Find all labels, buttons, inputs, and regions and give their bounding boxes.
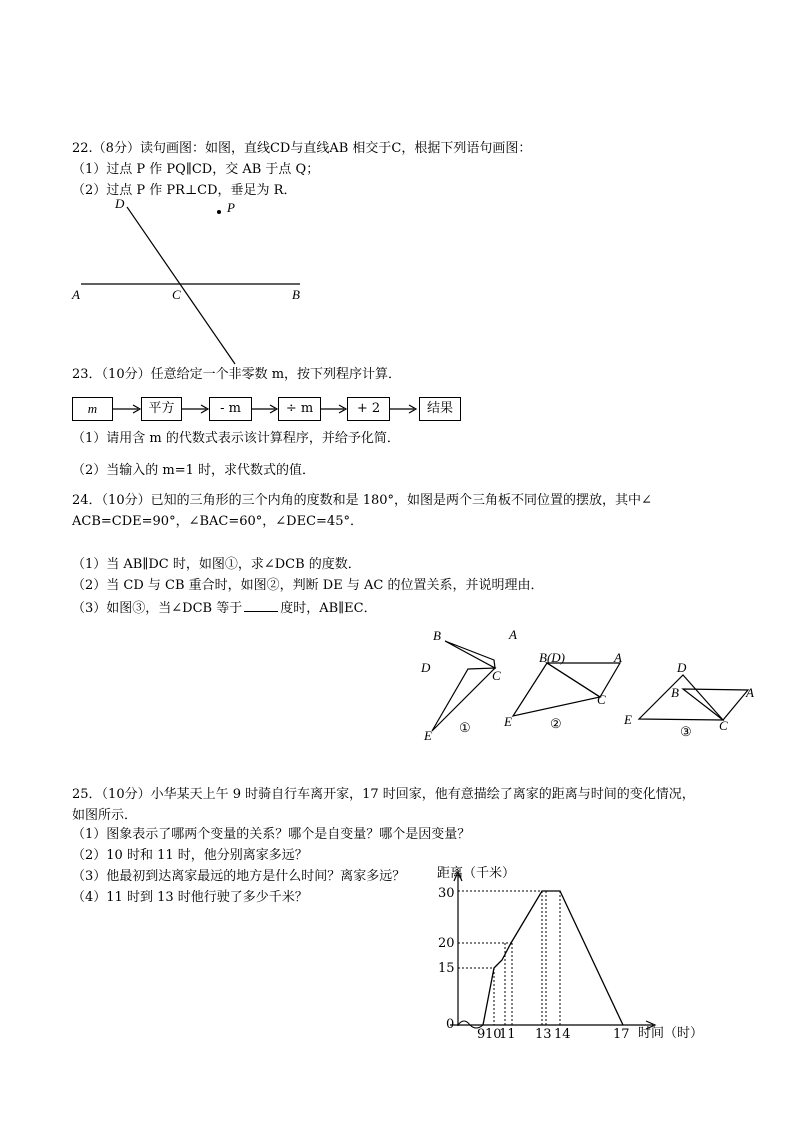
label-c: C — [172, 287, 181, 302]
q23-part1: （1）请用含 m 的代数式表示该计算程序，并给予化简． — [72, 431, 400, 446]
label-a: A — [72, 287, 80, 302]
figure-3 — [639, 675, 748, 720]
q24-title: 24．（10分）已知的三角形的三个内角的度数和是 180°，如图是两个三角板不同位置的摆放，其中∠ — [72, 493, 652, 508]
q22-part1: （1）过点 P 作 PQ∥CD，交 AB 于点 Q； — [72, 162, 320, 177]
chart-ylabel: 距离（千米） — [437, 866, 516, 881]
flow-box-minus-m: - m — [209, 397, 252, 421]
fig1-number: ① — [459, 721, 471, 736]
y-tick-0: 0 — [446, 1017, 455, 1032]
fig1-a: A — [509, 627, 517, 642]
fig1-b: B — [433, 628, 441, 643]
fig2-bd: B(D) — [539, 650, 565, 665]
q23-title: 23．（10分）任意给定一个非零数 m，按下列程序计算． — [72, 367, 402, 382]
fig3-a: A — [746, 685, 754, 700]
fig3-e: E — [624, 712, 632, 727]
label-d: D — [115, 196, 125, 211]
fig2-e: E — [504, 714, 512, 729]
x-tick-9: 9 — [477, 1027, 486, 1042]
x-tick-11: 11 — [499, 1027, 516, 1042]
label-b: B — [292, 287, 300, 302]
fig3-number: ③ — [680, 725, 692, 740]
x-tick-14: 14 — [554, 1027, 571, 1042]
q24-part3: （3）如图③，当∠DCB 等于 度时，AB∥EC． — [72, 598, 377, 618]
fig1-d: D — [421, 660, 431, 675]
fig3-c: C — [719, 718, 728, 733]
fig3-d: D — [677, 660, 687, 675]
flow-box-divide-m: ÷ m — [278, 397, 321, 421]
fig1-e: E — [424, 728, 432, 743]
flow-box-square: 平方 — [141, 397, 182, 421]
chart-xlabel: 时间（时） — [638, 1026, 704, 1041]
distance-time-chart — [450, 872, 655, 1029]
fig1-c: C — [492, 668, 501, 683]
q25-part3: （3）他最初到达离家最远的地方是什么时间？离家多远？ — [72, 869, 406, 884]
line-cd — [127, 207, 235, 364]
x-tick-10: 10 — [485, 1027, 502, 1042]
q24-part1: （1）当 AB∥DC 时，如图①，求∠DCB 的度数． — [72, 557, 361, 572]
figure-1 — [432, 641, 495, 731]
flow-box-result: 结果 — [419, 397, 461, 421]
x-tick-17: 17 — [613, 1027, 630, 1042]
q22-part2: （2）过点 P 作 PR⊥CD，垂足为 R． — [72, 183, 297, 198]
flow-box-input: m — [72, 397, 113, 421]
y-tick-15: 15 — [438, 961, 455, 976]
x-tick-13: 13 — [535, 1027, 552, 1042]
fig2-a: A — [614, 650, 622, 665]
fig2-c: C — [597, 692, 606, 707]
q22-title: 22.（8分）读句画图：如图，直线CD与直线AB 相交于C，根据下列语句画图： — [72, 141, 532, 156]
q25-title-cont: 如图所示． — [72, 808, 138, 823]
fig3-b: B — [671, 685, 679, 700]
q25-title: 25．（10分）小华某天上午 9 时骑自行车离开家，17 时回家，他有意描绘了离家的距离与时间的变化情况， — [72, 787, 695, 802]
q25-part2: （2）10 时和 11 时，他分别离家多远？ — [72, 848, 308, 863]
y-tick-30: 30 — [438, 886, 455, 901]
q23-part2: （2）当输入的 m=1 时，求代数式的值． — [72, 463, 316, 478]
y-tick-20: 20 — [438, 936, 455, 951]
series-line — [483, 891, 623, 1025]
q25-part4: （4）11 时到 13 时他行驶了多少千米？ — [72, 890, 308, 905]
q25-part1: （1）图象表示了哪两个变量的关系？哪个是自变量？哪个是因变量？ — [72, 827, 471, 842]
q24-title-cont: ACB=CDE=90°，∠BAC=60°，∠DEC=45°． — [72, 514, 363, 529]
point-p — [217, 210, 221, 214]
label-p: P — [227, 200, 235, 215]
q24-part2: （2）当 CD 与 CB 重合时，如图②，判断 DE 与 AC 的位置关系，并说明理由． — [72, 578, 544, 593]
flow-box-plus-2: + 2 — [347, 397, 390, 421]
fig2-number: ② — [550, 717, 562, 732]
